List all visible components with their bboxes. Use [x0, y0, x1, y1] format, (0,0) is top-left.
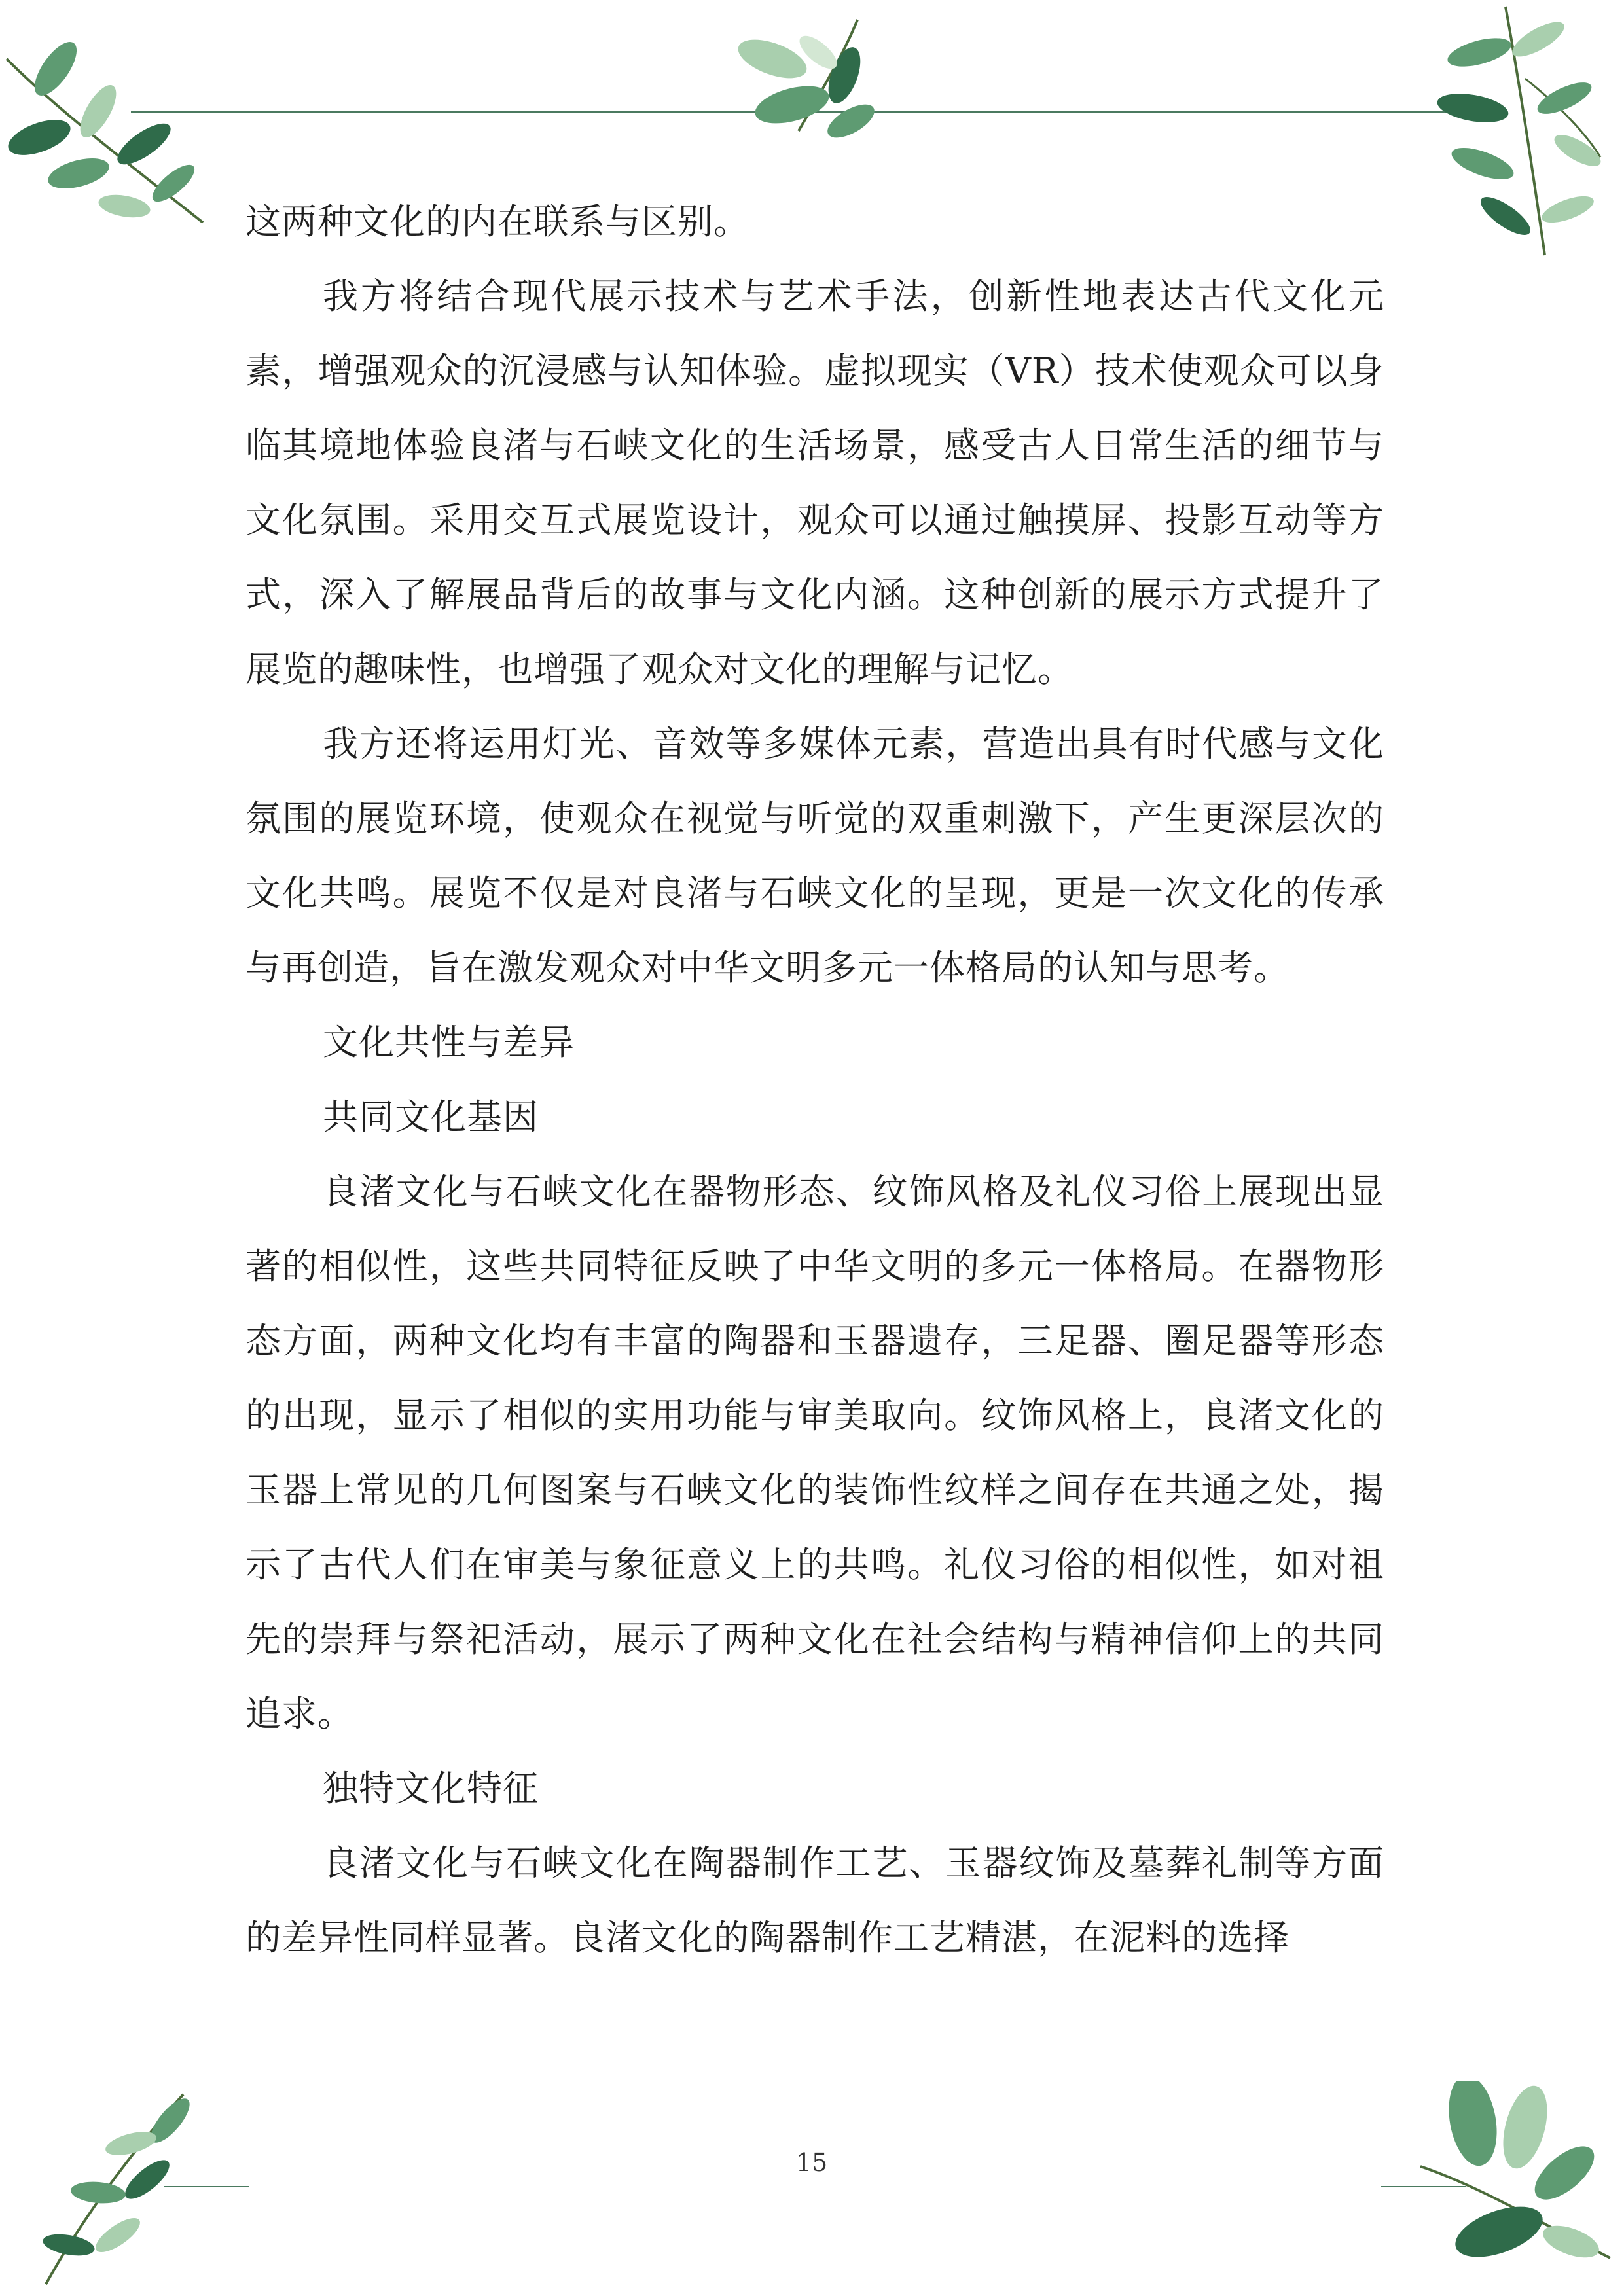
leaf-sprig-icon-bottom-left [20, 2081, 203, 2291]
body-text [245, 185, 1384, 1975]
subheading-shared-genes: 共同文化基因 [323, 1096, 539, 1138]
subheading-unique-features: 独特文化特征 [323, 1768, 539, 1809]
paragraph-continuation: 这两种文化的内在联系与区别。 [245, 201, 749, 242]
paragraph-differences: 良渚文化与石峡文化在陶器制作工艺、玉器纹饰及墓葬礼制等方面的差异性同样显著。良渚文化的陶器制作工艺精湛，在泥料的选择 [245, 1842, 1384, 1958]
paragraph-shared-features: 良渚文化与石峡文化在器物形态、纹饰风格及礼仪习俗上展现出显著的相似性，这些共同特征反映了中华文明的多元一体格局。在器物形态方面，两种文化均有丰富的陶器和玉器遗存，三足器、圈足器等形态的出现，显示了相似的实用功能与审美取向。纹饰风格上，良渚文化的玉器上常见的几何图案与石峡文化的装饰性纹样之间存在共通之处，揭示了古代人们在审美与象征意义上的共鸣。礼仪习俗的相似性，如对祖先的崇拜与祭祀活动，展示了两种文化在社会结构与精神信仰上的共同追求。 [245, 1171, 1384, 1734]
leaf-sprig-icon-top-left [0, 33, 216, 236]
paragraph-multimedia: 我方还将运用灯光、音效等多媒体元素，营造出具有时代感与文化氛围的展览环境，使观众在视觉与听觉的双重刺激下，产生更深层次的文化共鸣。展览不仅是对良渚与石峡文化的呈现，更是一次文化的传承与再创造，旨在激发观众对中华文明多元一体格局的认知与思考。 [245, 723, 1384, 988]
leaf-sprig-icon-bottom-right [1401, 2081, 1617, 2278]
leaf-sprig-icon-top-center [727, 13, 897, 144]
leaf-sprig-icon-top-right [1375, 0, 1610, 262]
page-number: 15 [795, 2148, 828, 2177]
paragraph-display-technology: 我方将结合现代展示技术与艺术手法，创新性地表达古代文化元素，增强观众的沉浸感与认知体验。虚拟现实（VR）技术使观众可以身临其境地体验良渚与石峡文化的生活场景，感受古人日常生活的细节与文化氛围。采用交互式展览设计，观众可以通过触摸屏、投影互动等方式，深入了解展品背后的故事与文化内涵。这种创新的展示方式提升了展览的趣味性，也增强了观众对文化的理解与记忆。 [245, 276, 1384, 690]
section-heading-commonality: 文化共性与差异 [323, 1022, 575, 1063]
